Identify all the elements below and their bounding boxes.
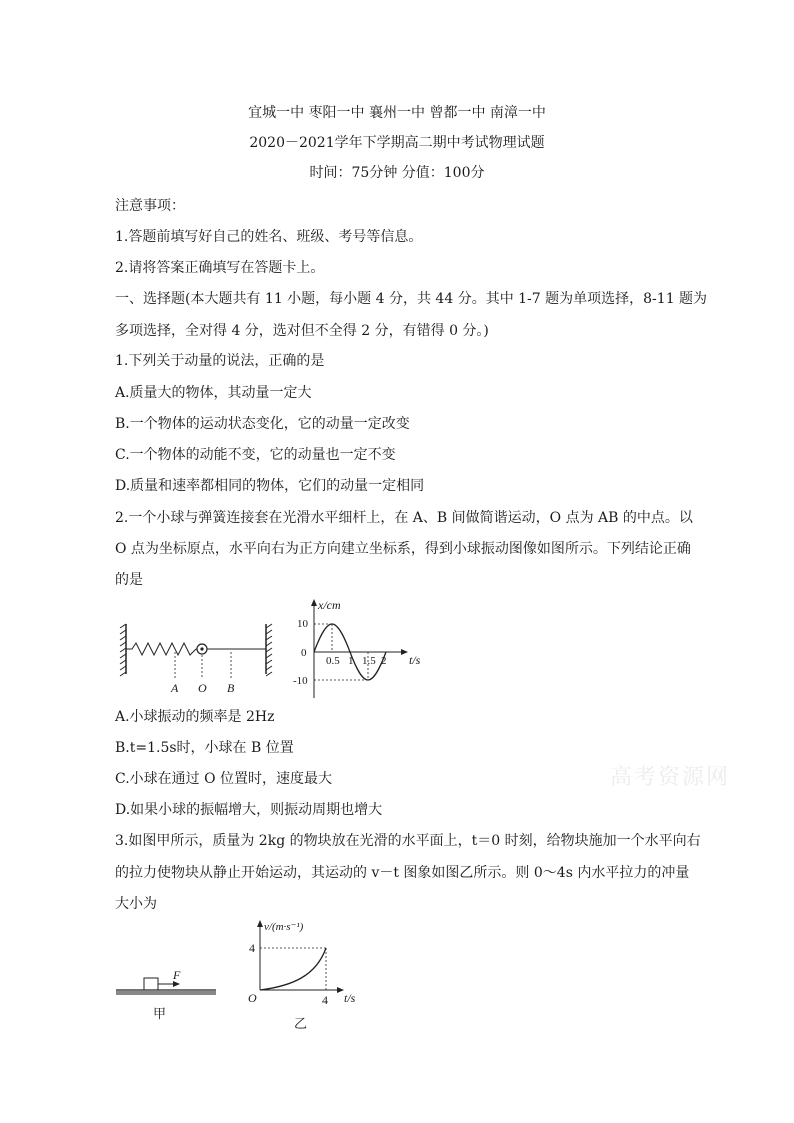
vt-origin: O: [248, 991, 257, 1005]
q1-option-b: B.一个物体的运动状态变化，它的动量一定改变: [115, 416, 410, 432]
note-item: 1.答题前填写好自己的姓名、班级、考号等信息。: [115, 229, 423, 245]
ball-center: [200, 647, 203, 650]
force-label: F: [173, 968, 181, 982]
time-score: 时间：75分钟 分值：100分: [309, 165, 485, 181]
xt-xlabel: t/s: [409, 653, 421, 667]
spring: [126, 643, 196, 655]
vt-xtick: 4: [322, 993, 328, 1007]
fig-caption-yi: 乙: [294, 1016, 308, 1031]
q3-stem-line: 3.如图甲所示，质量为 2kg 的物块放在光滑的水平面上，t＝0 时刻，给物块施加一个水平向右: [115, 833, 701, 849]
xt-xtick: 2: [381, 655, 387, 667]
q1-option-a: A.质量大的物体，其动量一定大: [115, 385, 312, 401]
xt-x-arrow: [401, 649, 408, 655]
section-heading-line1: 一、选择题(本大题共有 11 小题，每小题 4 分，共 44 分。其中 1-7 题为单项选择，8-11 题为: [115, 291, 708, 307]
fig-caption-jia: 甲: [153, 1006, 167, 1021]
q3-stem-line: 的拉力使物块从静止开始运动，其运动的 v－t 图象如图乙所示。则 0～4s 内水平拉力的冲量: [115, 865, 690, 881]
q2-stem-line: 的是: [115, 572, 143, 588]
xt-y-arrow: [311, 599, 317, 606]
q1-stem: 1.下列关于动量的说法，正确的是: [115, 353, 325, 369]
q3-stem-line: 大小为: [115, 896, 157, 912]
schools-line: 宜城一中 枣阳一中 襄州一中 曾都一中 南漳一中: [248, 105, 546, 121]
label-a: A: [171, 681, 179, 695]
block-figure-jia: [112, 966, 224, 1026]
xt-ytick: 0: [301, 647, 307, 659]
q2-stem-line: O 点为坐标原点，水平向右为正方向建立坐标系，得到小球振动图像如图所示。下列结论正确: [115, 541, 691, 557]
xt-xtick: 0.5: [326, 655, 340, 667]
vt-graph-yi: [242, 914, 372, 1034]
vt-xlabel: t/s: [344, 991, 356, 1005]
xt-ytick: 10: [297, 618, 308, 630]
xt-xtick: 1.5: [362, 655, 376, 667]
xt-xtick: 1: [348, 655, 354, 667]
q2-option-a: A.小球振动的频率是 2Hz: [115, 709, 275, 725]
left-wall-hatching: [120, 624, 126, 676]
xt-ytick: -10: [293, 675, 308, 687]
q2-stem-line: 2.一个小球与弹簧连接套在光滑水平细杆上，在 A、B 间做简谐运动，O 点为 AB 的中点。以: [115, 510, 693, 526]
section-heading-line2: 多项选择，全对得 4 分，选对但不全得 2 分，有错得 0 分。): [115, 323, 489, 339]
q1-option-c: C.一个物体的动能不变，它的动量也一定不变: [115, 447, 396, 463]
xt-ylabel: x/cm: [318, 598, 341, 612]
right-wall-hatching: [266, 624, 272, 676]
label-b: B: [227, 681, 235, 695]
q2-option-d: D.如果小球的振幅增大，则振动周期也增大: [115, 802, 383, 818]
vt-y-arrow: [257, 920, 263, 927]
watermark: 高考资源网: [610, 765, 731, 790]
vt-x-arrow: [337, 987, 344, 993]
vt-ytick: 4: [249, 941, 255, 955]
q2-option-c: C.小球在通过 O 位置时，速度最大: [115, 771, 333, 787]
note-item: 2.请将答案正确填写在答题卡上。: [115, 260, 325, 276]
exam-title: 2020－2021学年下学期高二期中考试物理试题: [249, 135, 545, 151]
q1-option-d: D.质量和速率都相同的物体，它们的动量一定相同: [115, 478, 425, 494]
xt-graph: [282, 596, 432, 702]
vt-curve: [260, 948, 326, 990]
block: [144, 978, 158, 990]
notes-title: 注意事项：: [115, 198, 185, 214]
spring-oscillator-figure: [118, 618, 278, 698]
ground-hatch: [116, 991, 216, 995]
vt-ylabel: v/(m·s⁻¹): [264, 921, 304, 933]
label-o: O: [198, 681, 207, 695]
q2-option-b: B.t=1.5s时，小球在 B 位置: [115, 740, 294, 756]
